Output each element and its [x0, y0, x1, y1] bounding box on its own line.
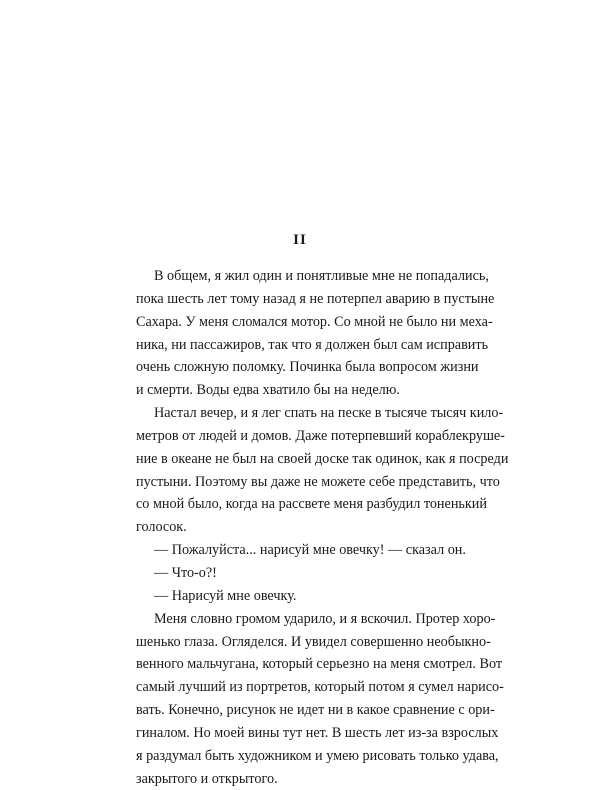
text-line: — Нарисуй мне овечку.: [154, 587, 297, 604]
text-line: голосок.: [136, 519, 187, 536]
text-line: Меня словно громом ударило, и я вскочил. Протер хоро-: [154, 610, 496, 627]
text-line: ника, ни пассажиров, так что я должен был сам исправить: [136, 336, 489, 353]
text-line: очень сложную поломку. Починка была вопросом жизни: [136, 359, 479, 376]
text-line: метров от людей и домов. Даже потерпевший кораблекруше-: [136, 427, 505, 444]
text-line: ние в океане не был на своей доске так одинок, как я посреди: [136, 450, 509, 467]
text-line: В общем, я жил один и понятливые мне не попадались,: [154, 268, 489, 284]
text-line: вать. Конечно, рисунок не идет ни в какое сравнение с ори-: [136, 702, 495, 719]
text-line: со мной было, когда на рассвете меня разбудил тоненький: [136, 496, 487, 513]
text-line: шенько глаза. Огляделся. И увидел совершенно необыкно-: [136, 633, 491, 650]
text-line: — Пожалуйста... нарисуй мне овечку! — сказал он.: [154, 542, 466, 559]
text-line: гиналом. Но моей вины тут нет. В шесть лет из-за взрослых: [136, 724, 499, 741]
text-line: пустыни. Поэтому вы даже не можете себе представить, что: [136, 473, 500, 490]
text-line: Настал вечер, и я лег спать на песке в тысяче тысяч кило-: [154, 405, 504, 422]
text-line: закрытого и открытого.: [136, 770, 278, 787]
text-line: самый лучший из портретов, который потом я сумел нарисо-: [136, 679, 504, 696]
text-line: Сахара. У меня сломался мотор. Со мной не было ни меха-: [136, 313, 493, 330]
text-line: и смерти. Воды едва хватило бы на неделю.: [136, 382, 400, 399]
text-line: венного мальчугана, который серьезно на меня смотрел. Вот: [136, 656, 503, 673]
text-line: я раздумал быть художником и умею рисовать только удава,: [136, 747, 499, 764]
text-line: — Что-о?!: [154, 564, 217, 581]
chapter-text: [136, 265, 509, 790]
text-line: пока шесть лет тому назад я не потерпел аварию в пустыне: [136, 290, 495, 307]
chapter-heading: II: [293, 232, 307, 248]
